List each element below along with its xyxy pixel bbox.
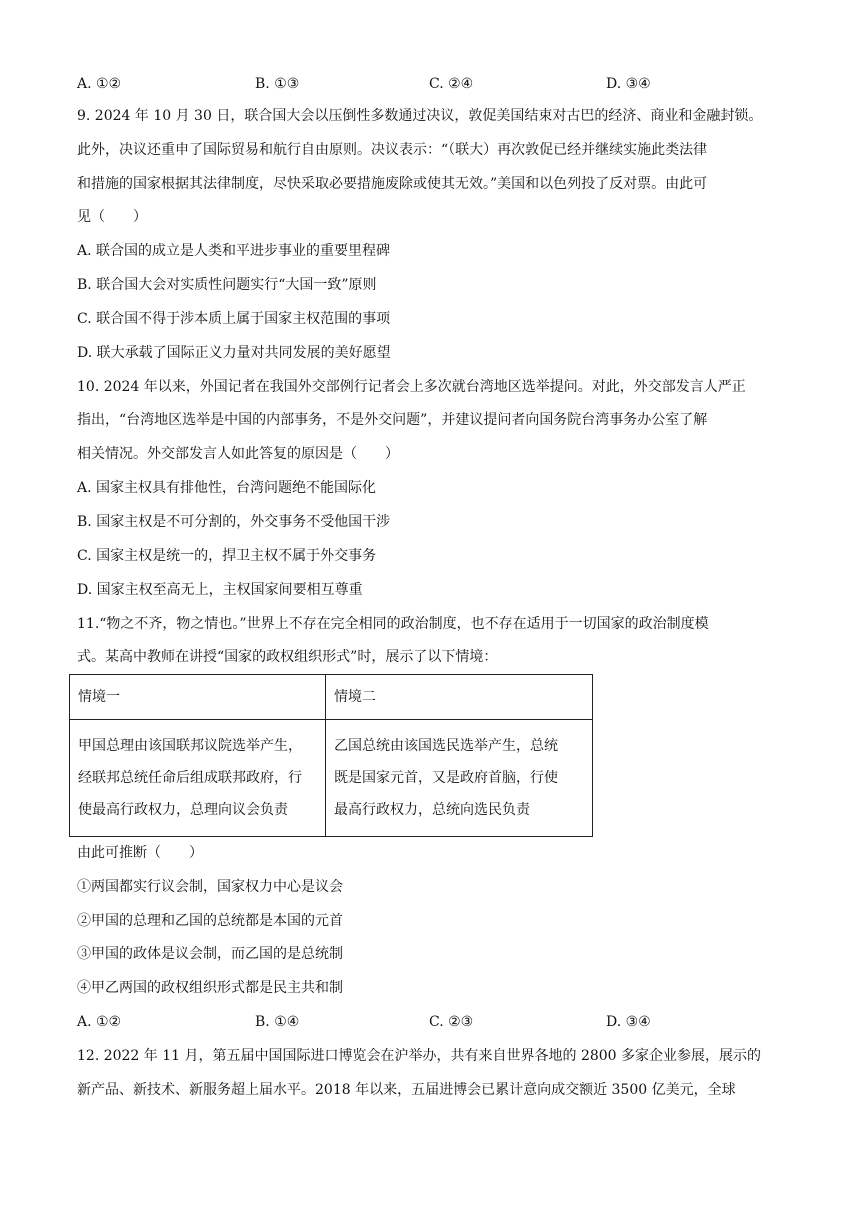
q12-stem-line: 新产品、新技术、新服务超上届水平。2018 年以来，五届进博会已累计意向成交额近 3500 亿美元，全球 xyxy=(77,1082,736,1098)
q8-option-b: B. ①③ xyxy=(255,76,300,92)
q10-option-a: A. 国家主权具有排他性，台湾问题绝不能国际化 xyxy=(77,480,377,496)
q9-option-c: C. 联合国不得于涉本质上属于国家主权范围的事项 xyxy=(77,311,391,327)
q10-stem-line: 10. 2024 年以来，外国记者在我国外交部例行记者会上多次就台湾地区选举提问。对此，外交部发言人严正 xyxy=(77,379,746,395)
q8-option-d: D. ③④ xyxy=(606,76,651,92)
q11-statement-3: ③甲国的政体是议会制，而乙国的是总统制 xyxy=(77,946,343,962)
scenario-header-2: 情境二 xyxy=(326,675,593,720)
q10-stem-line: 指出，“台湾地区选举是中国的内部事务，不是外交问题”，并建议提问者向国务院台湾事务办公室了解 xyxy=(77,412,708,428)
q9-stem-line: 和措施的国家根据其法律制度，尽快采取必要措施废除或使其无效。”美国和以色列投了反对票。由此可 xyxy=(77,176,708,192)
scenario-cell-2 xyxy=(326,720,593,837)
q11-option-a: A. ①② xyxy=(77,1014,122,1030)
q9-option-d: D. 联大承载了国际正义力量对共同发展的美好愿望 xyxy=(77,345,391,361)
q9-stem-line: 此外，决议还重申了国际贸易和航行自由原则。决议表示：“（联大）再次敦促已经并继续实施此类法律 xyxy=(77,142,708,158)
q11-statement-2: ②甲国的总理和乙国的总统都是本国的元首 xyxy=(77,913,343,929)
scenario-cell-line: 经联邦总统任命后组成联邦政府，行 xyxy=(78,770,302,786)
q11-option-c: C. ②③ xyxy=(429,1014,474,1030)
scenario-cell-line: 乙国总统由该国选民选举产生，总统 xyxy=(334,738,558,754)
scenario-cell-line: 最高行政权力，总统向选民负责 xyxy=(334,802,530,818)
q10-option-d: D. 国家主权至高无上，主权国家间要相互尊重 xyxy=(77,582,363,598)
q9-stem-line: 见（ ） xyxy=(77,209,147,225)
scenario-cell-1 xyxy=(70,720,326,837)
scenario-table xyxy=(69,674,593,837)
q10-option-c: C. 国家主权是统一的，捍卫主权不属于外交事务 xyxy=(77,548,377,564)
q11-inference-prompt: 由此可推断（ ） xyxy=(77,845,203,861)
q10-option-b: B. 国家主权是不可分割的，外交事务不受他国干涉 xyxy=(77,514,391,530)
q11-stem-line: 式。某高中教师在讲授“国家的政权组织形式”时，展示了以下情境： xyxy=(77,649,498,665)
q9-stem-line: 9. 2024 年 10 月 30 日，联合国大会以压倒性多数通过决议，敦促美国结束对古巴的经济、商业和金融封锁。 xyxy=(77,108,763,124)
q8-option-a: A. ①② xyxy=(77,76,122,92)
scenario-header-1: 情境一 xyxy=(70,675,326,720)
q11-statement-4: ④甲乙两国的政权组织形式都是民主共和制 xyxy=(77,980,343,996)
scenario-cell-line: 使最高行政权力，总理向议会负责 xyxy=(78,802,288,818)
q11-option-d: D. ③④ xyxy=(606,1014,651,1030)
scenario-cell-line: 既是国家元首，又是政府首脑，行使 xyxy=(334,770,558,786)
q11-statement-1: ①两国都实行议会制，国家权力中心是议会 xyxy=(77,879,343,895)
scenario-cell-line: 甲国总理由该国联邦议院选举产生， xyxy=(78,738,302,754)
q9-option-b: B. 联合国大会对实质性问题实行“大国一致”原则 xyxy=(77,277,377,293)
q11-options xyxy=(77,1012,797,1032)
q12-stem-line: 12. 2022 年 11 月，第五届中国国际进口博览会在沪举办，共有来自世界各地的 2800 多家企业参展，展示的 xyxy=(77,1048,762,1064)
scenario-table-header-row xyxy=(70,675,593,720)
q8-options xyxy=(77,74,797,94)
q10-stem-line: 相关情况。外交部发言人如此答复的原因是（ ） xyxy=(77,446,399,462)
q11-option-b: B. ①④ xyxy=(255,1014,300,1030)
q11-stem-line: 11.“物之不齐，物之情也。”世界上不存在完全相同的政治制度，也不存在适用于一切国家的政治制度模 xyxy=(77,616,709,632)
scenario-table-body-row xyxy=(70,720,593,837)
q8-option-c: C. ②④ xyxy=(429,76,474,92)
q9-option-a: A. 联合国的成立是人类和平进步事业的重要里程碑 xyxy=(77,243,391,259)
